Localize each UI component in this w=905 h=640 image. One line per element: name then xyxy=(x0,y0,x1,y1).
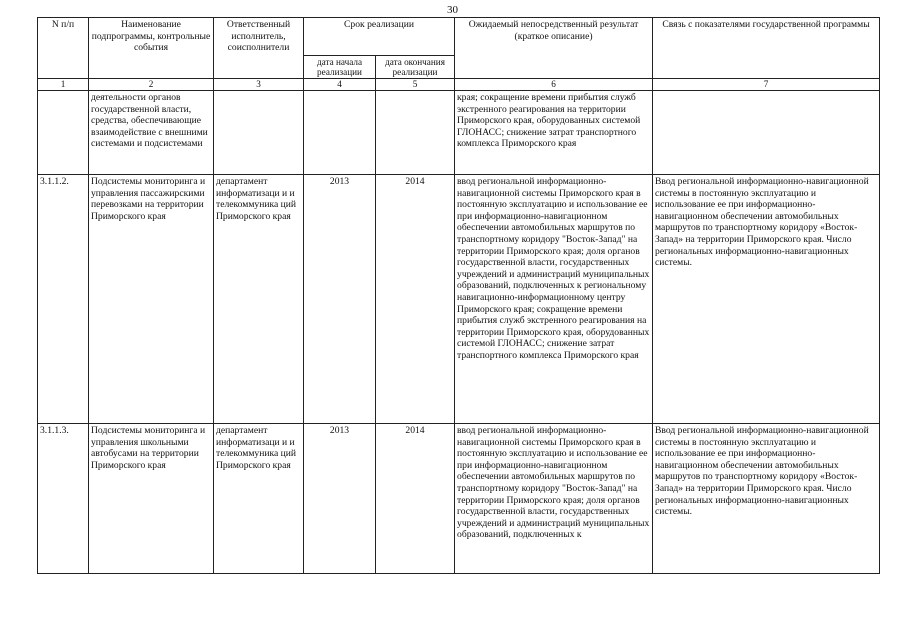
row-link xyxy=(653,91,880,175)
row-end-date xyxy=(376,91,455,175)
row-start-date xyxy=(304,91,376,175)
row-executor xyxy=(214,91,304,175)
row-result: края; сокращение времени прибытия служб экстренного реагирования на территории Приморского края, оборудованных системой ГЛОНАСС; снижение затрат транспортного комплекса Приморского края xyxy=(455,91,653,175)
table-row xyxy=(38,424,880,574)
column-number: 3 xyxy=(214,79,304,91)
column-number: 7 xyxy=(653,79,880,91)
header-row xyxy=(38,18,880,56)
header-start-date: дата начала реализации xyxy=(304,56,376,79)
header-executor: Ответственный исполнитель, соисполнители xyxy=(214,18,304,79)
row-end-date: 2014 xyxy=(376,424,455,574)
row-name: Подсистемы мониторинга и управления школьными автобусами на территории Приморского края xyxy=(89,424,214,574)
row-executor: департамент информатизаци и и телекоммуника ций Приморского края xyxy=(214,175,304,424)
header-name: Наименование подпрограммы, контрольные события xyxy=(89,18,214,79)
header-result: Ожидаемый непосредственный результат (краткое описание) xyxy=(455,18,653,79)
row-start-date: 2013 xyxy=(304,424,376,574)
row-name: деятельности органов государственной власти, средства, обеспечивающие взаимодействие с внешними системами и подсистемами xyxy=(89,91,214,175)
row-start-date: 2013 xyxy=(304,175,376,424)
header-end-date: дата окончания реализации xyxy=(376,56,455,79)
header-term: Срок реализации xyxy=(304,18,455,56)
program-table xyxy=(37,17,880,574)
column-numbers-row xyxy=(38,79,880,91)
row-link: Ввод региональной информационно-навигационной системы в постоянную эксплуатацию и использование ее при информационно-навигационном обеспечении автомобильных маршрутов по транспортному коридору «Восток-Запад» на территории Приморского края. Число региональных информационно-навигационных системы. xyxy=(653,175,880,424)
row-end-date: 2014 xyxy=(376,175,455,424)
column-number: 5 xyxy=(376,79,455,91)
column-number: 1 xyxy=(38,79,89,91)
column-number: 2 xyxy=(89,79,214,91)
row-link: Ввод региональной информационно-навигационной системы в постоянную эксплуатацию и использование ее при информационно-навигационном обеспечении автомобильных маршрутов по транспортному коридору «Восток-Запад» на территории Приморского края. Число региональных информационно-навигационных системы. xyxy=(653,424,880,574)
row-result: ввод региональной информационно-навигационной системы Приморского края в постоянную эксплуатацию и использование ее при информационно-навигационном обеспечении автомобильных маршрутов по транспортному коридору "Восток-Запад" на территории Приморского края; доля органов государственной власти, государственных учреждений и администраций муниципальных образований, подключенных к xyxy=(455,424,653,574)
header-link: Связь с показателями государственной программы xyxy=(653,18,880,79)
row-executor: департамент информатизаци и и телекоммуника ций Приморского края xyxy=(214,424,304,574)
row-name: Подсистемы мониторинга и управления пассажирскими перевозками на территории Приморского края xyxy=(89,175,214,424)
table-row xyxy=(38,175,880,424)
column-number: 6 xyxy=(455,79,653,91)
row-number xyxy=(38,91,89,175)
header-number: N п/п xyxy=(38,18,89,79)
page-number: 30 xyxy=(447,4,458,16)
row-result: ввод региональной информационно-навигационной системы Приморского края в постоянную эксплуатацию и использование ее при информационно-навигационном обеспечении автомобильных маршрутов по транспортному коридору "Восток-Запад" на территории Приморского края; доля органов государственной власти, государственных учреждений и администраций муниципальных образований, подключенных к региональному навигационно-информационному центру Приморского края; сокращение времени прибытия служб экстренного реагирования на территории Приморского края, оборудованных системой ГЛОНАСС; снижение затрат транспортного комплекса Приморского края xyxy=(455,175,653,424)
row-number: 3.1.1.2. xyxy=(38,175,89,424)
column-number: 4 xyxy=(304,79,376,91)
row-number: 3.1.1.3. xyxy=(38,424,89,574)
table-row xyxy=(38,91,880,175)
